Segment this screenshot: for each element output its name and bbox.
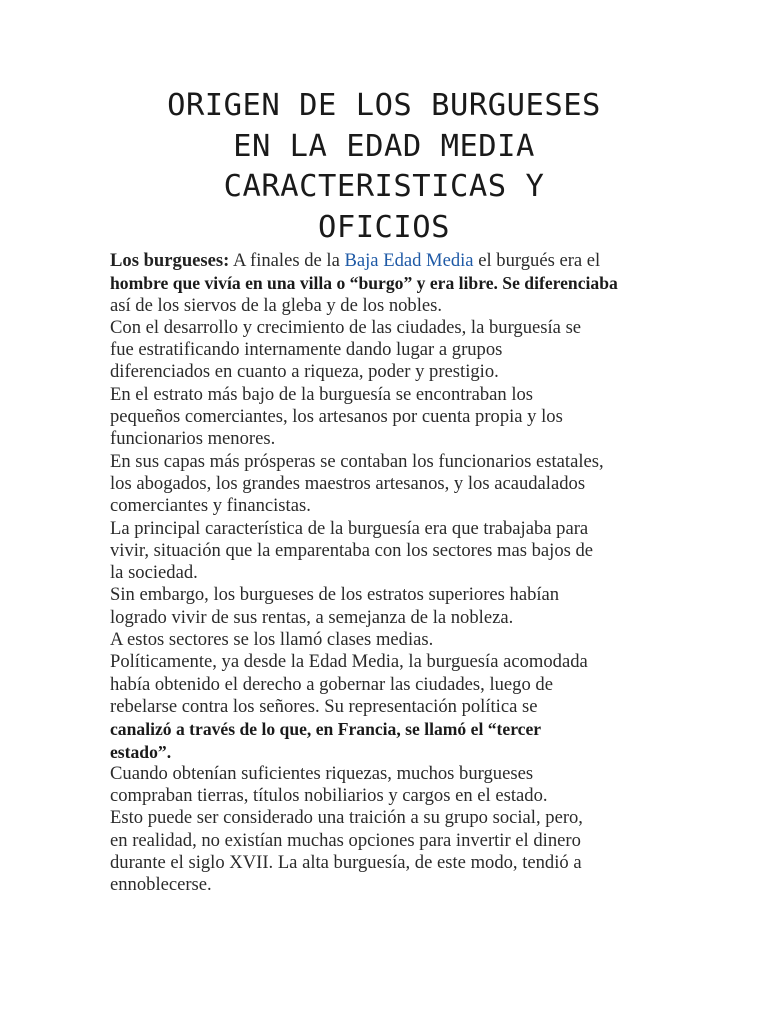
document-body xyxy=(110,250,670,897)
body-line: ennoblecerse. xyxy=(110,874,212,896)
body-line: En el estrato más bajo de la burguesía se encontraban los xyxy=(110,383,534,405)
baja-edad-media-link[interactable]: Baja Edad Media xyxy=(344,250,474,271)
body-line: los abogados, los grandes maestros artesanos, y los acaudalados xyxy=(110,472,586,494)
body-line: hombre que vivía en una villa o “burgo” y era libre. Se diferenciaba xyxy=(110,273,618,294)
body-line: logrado vivir de sus rentas, a semejanza de la nobleza. xyxy=(110,606,514,628)
body-line: Esto puede ser considerado una traición a su grupo social, pero, xyxy=(110,807,583,829)
body-line: diferenciados en cuanto a riqueza, poder y prestigio. xyxy=(110,361,499,383)
body-line: En sus capas más prósperas se contaban los funcionarios estatales, xyxy=(110,450,604,472)
body-line: estado”. xyxy=(110,741,172,762)
title-line: OFICIOS xyxy=(317,209,451,245)
body-line: Con el desarrollo y crecimiento de las ciudades, la burguesía se xyxy=(110,316,582,338)
intro-line xyxy=(110,250,670,272)
body-line: había obtenido el derecho a gobernar las ciudades, luego de xyxy=(110,673,553,695)
body-line: la sociedad. xyxy=(110,562,198,584)
body-line: pequeños comerciantes, los artesanos por cuenta propia y los xyxy=(110,406,563,428)
body-line: canalizó a través de lo que, en Francia, se llamó el “tercer xyxy=(110,719,542,740)
body-line: Sin embargo, los burgueses de los estratos superiores habían xyxy=(110,584,560,606)
intro-text-after-link: el burgués era el xyxy=(473,250,601,271)
body-line: Cuando obtenían suficientes riquezas, muchos burgueses xyxy=(110,762,534,784)
body-line: vivir, situación que la emparentaba con los sectores mas bajos de xyxy=(110,539,594,561)
body-line: Políticamente, ya desde la Edad Media, la burguesía acomodada xyxy=(110,651,588,673)
document-title xyxy=(60,86,708,248)
body-line: fue estratificando internamente dando lugar a grupos xyxy=(110,339,503,361)
title-line: EN LA EDAD MEDIA xyxy=(233,128,535,164)
body-line: en realidad, no existían muchas opciones para invertir el dinero xyxy=(110,829,581,851)
title-line: ORIGEN DE LOS BURGUESES xyxy=(167,88,601,123)
intro-text-before-link: A finales de la xyxy=(229,250,345,271)
body-line: funcionarios menores. xyxy=(110,428,276,450)
body-line: comerciantes y financistas. xyxy=(110,495,311,517)
body-line: compraban tierras, títulos nobiliarios y cargos en el estado. xyxy=(110,785,548,807)
title-line: CARACTERISTICAS Y xyxy=(223,169,545,204)
body-line: durante el siglo XVII. La alta burguesía, de este modo, tendió a xyxy=(110,852,582,874)
body-line: así de los siervos de la gleba y de los nobles. xyxy=(110,294,443,316)
intro-lead: Los burgueses: xyxy=(110,250,230,271)
body-line: A estos sectores se los llamó clases medias. xyxy=(110,629,434,651)
body-line: La principal característica de la burguesía era que trabajaba para xyxy=(110,517,589,539)
body-line: rebelarse contra los señores. Su representación política se xyxy=(110,695,538,717)
